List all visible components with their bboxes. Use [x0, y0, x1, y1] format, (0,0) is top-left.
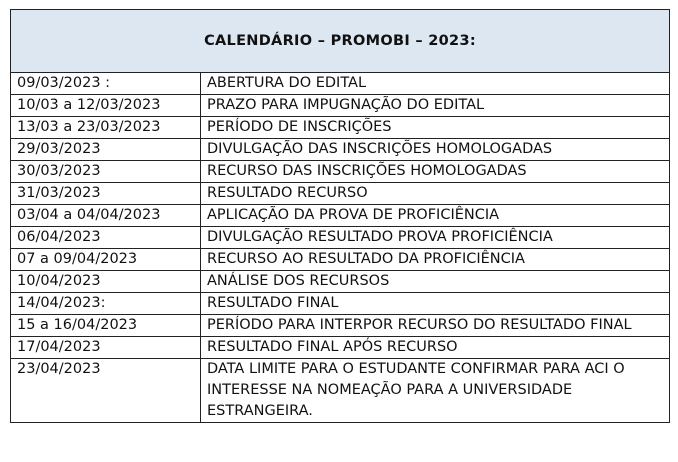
row-date: 14/04/2023:	[11, 293, 201, 315]
row-date: 09/03/2023 :	[11, 73, 201, 95]
row-event: RESULTADO RECURSO	[201, 183, 670, 205]
row-date: 10/03 a 12/03/2023	[11, 95, 201, 117]
table-row	[11, 249, 670, 271]
calendar-table	[10, 9, 670, 423]
table-row	[11, 95, 670, 117]
table-row	[11, 139, 670, 161]
row-date: 10/04/2023	[11, 271, 201, 293]
header-row	[11, 10, 670, 73]
row-date: 15 a 16/04/2023	[11, 315, 201, 337]
row-event: PRAZO PARA IMPUGNAÇÃO DO EDITAL	[201, 95, 670, 117]
row-event: RECURSO DAS INSCRIÇÕES HOMOLOGADAS	[201, 161, 670, 183]
row-date: 03/04 a 04/04/2023	[11, 205, 201, 227]
table-row	[11, 227, 670, 249]
table-row	[11, 161, 670, 183]
row-event: DIVULGAÇÃO DAS INSCRIÇÕES HOMOLOGADAS	[201, 139, 670, 161]
row-event: ANÁLISE DOS RECURSOS	[201, 271, 670, 293]
row-event: DATA LIMITE PARA O ESTUDANTE CONFIRMAR PARA ACI O INTERESSE NA NOMEAÇÃO PARA A UNIVERSIDADE ESTRANGEIRA.	[201, 359, 670, 423]
row-event: PERÍODO DE INSCRIÇÕES	[201, 117, 670, 139]
table-row	[11, 293, 670, 315]
row-event: PERÍODO PARA INTERPOR RECURSO DO RESULTADO FINAL	[201, 315, 670, 337]
row-event: RESULTADO FINAL	[201, 293, 670, 315]
row-date: 29/03/2023	[11, 139, 201, 161]
table-row	[11, 183, 670, 205]
row-date: 30/03/2023	[11, 161, 201, 183]
table-row	[11, 117, 670, 139]
row-event: ABERTURA DO EDITAL	[201, 73, 670, 95]
table-row	[11, 271, 670, 293]
row-event: APLICAÇÃO DA PROVA DE PROFICIÊNCIA	[201, 205, 670, 227]
row-event: DIVULGAÇÃO RESULTADO PROVA PROFICIÊNCIA	[201, 227, 670, 249]
row-date: 13/03 a 23/03/2023	[11, 117, 201, 139]
calendar-title: CALENDÁRIO – PROMOBI – 2023:	[11, 10, 670, 73]
table-row	[11, 315, 670, 337]
table-row	[11, 337, 670, 359]
row-event: RECURSO AO RESULTADO DA PROFICIÊNCIA	[201, 249, 670, 271]
row-event: RESULTADO FINAL APÓS RECURSO	[201, 337, 670, 359]
row-date: 07 a 09/04/2023	[11, 249, 201, 271]
row-date: 31/03/2023	[11, 183, 201, 205]
table-row	[11, 73, 670, 95]
row-date: 23/04/2023	[11, 359, 201, 423]
table-row	[11, 205, 670, 227]
row-date: 17/04/2023	[11, 337, 201, 359]
row-date: 06/04/2023	[11, 227, 201, 249]
table-row	[11, 359, 670, 423]
